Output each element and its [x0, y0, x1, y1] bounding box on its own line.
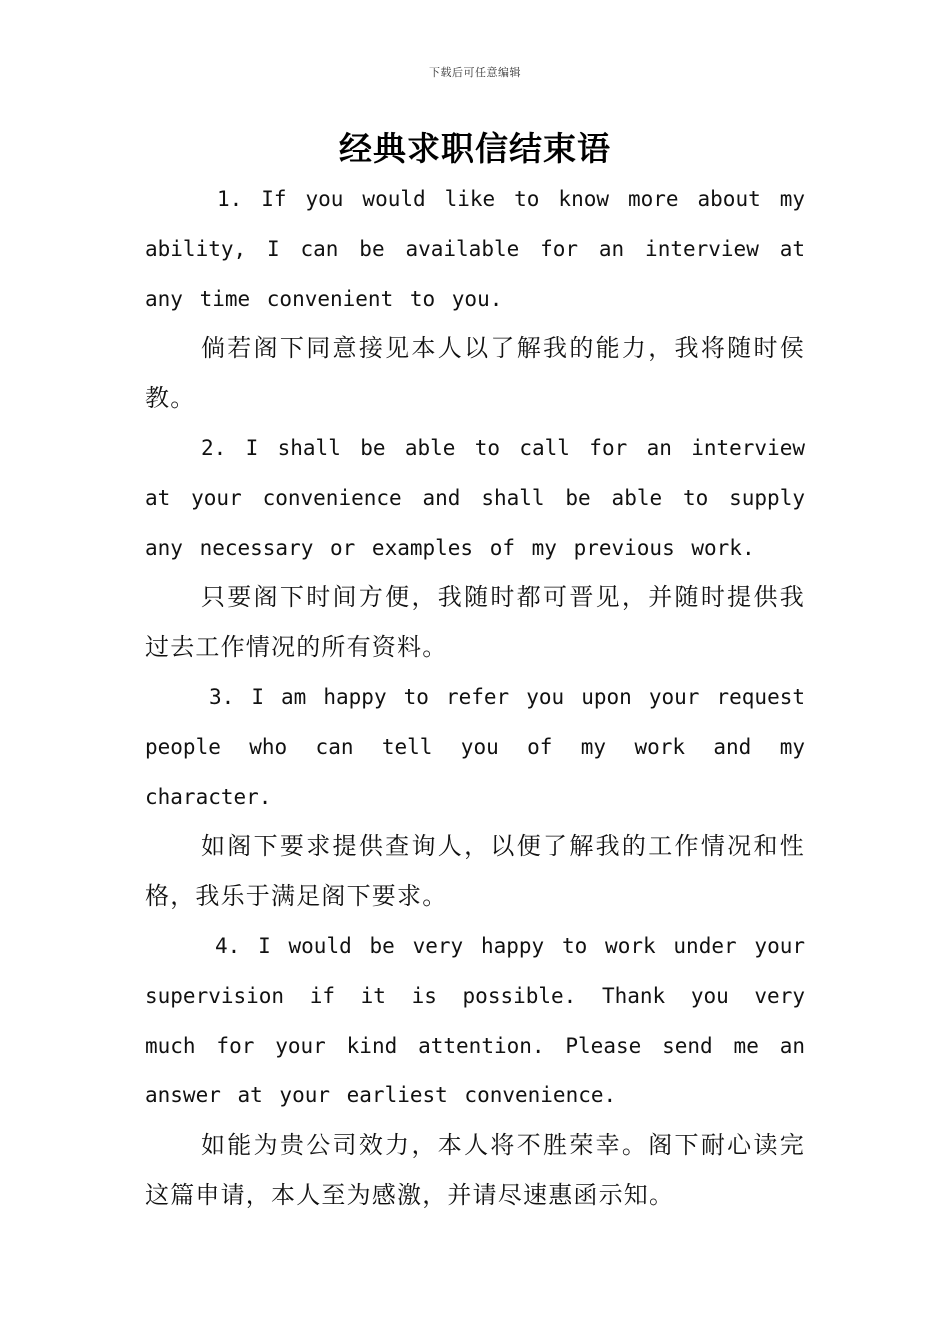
paragraph-3-english: 3. I am happy to refer you upon your request people who can tell you of my work and my character.: [145, 684, 805, 809]
page-title: 经典求职信结束语: [339, 129, 611, 168]
paragraph-1-chinese: 倘若阁下同意接见本人以了解我的能力，我将随时侯教。: [145, 334, 805, 413]
paragraph-2-chinese: 只要阁下时间方便，我随时都可晋见，并随时提供我过去工作情况的所有资料。: [145, 583, 805, 662]
paragraph-2-english: 2. I shall be able to call for an interview at your convenience and shall be able to supply any necessary or examples of my previous work.: [145, 435, 805, 560]
paragraph-4-chinese: 如能为贵公司效力，本人将不胜荣幸。阁下耐心读完这篇申请，本人至为感激，并请尽速惠函示知。: [145, 1131, 805, 1209]
paragraph-3-chinese: 如阁下要求提供查询人，以便了解我的工作情况和性格，我乐于满足阁下要求。: [145, 832, 805, 911]
paragraph-4-english: 4. I would be very happy to work under your supervision if it is possible. Thank you very much for your kind attention. Please send me an answer at your earliest convenience.: [145, 933, 805, 1108]
document-body: [145, 175, 805, 1221]
header-note: 下载后可任意编辑: [429, 66, 521, 79]
paragraph-1-english: 1. If you would like to know more about my ability, I can be available for an interview at any time convenient to you.: [145, 187, 805, 311]
